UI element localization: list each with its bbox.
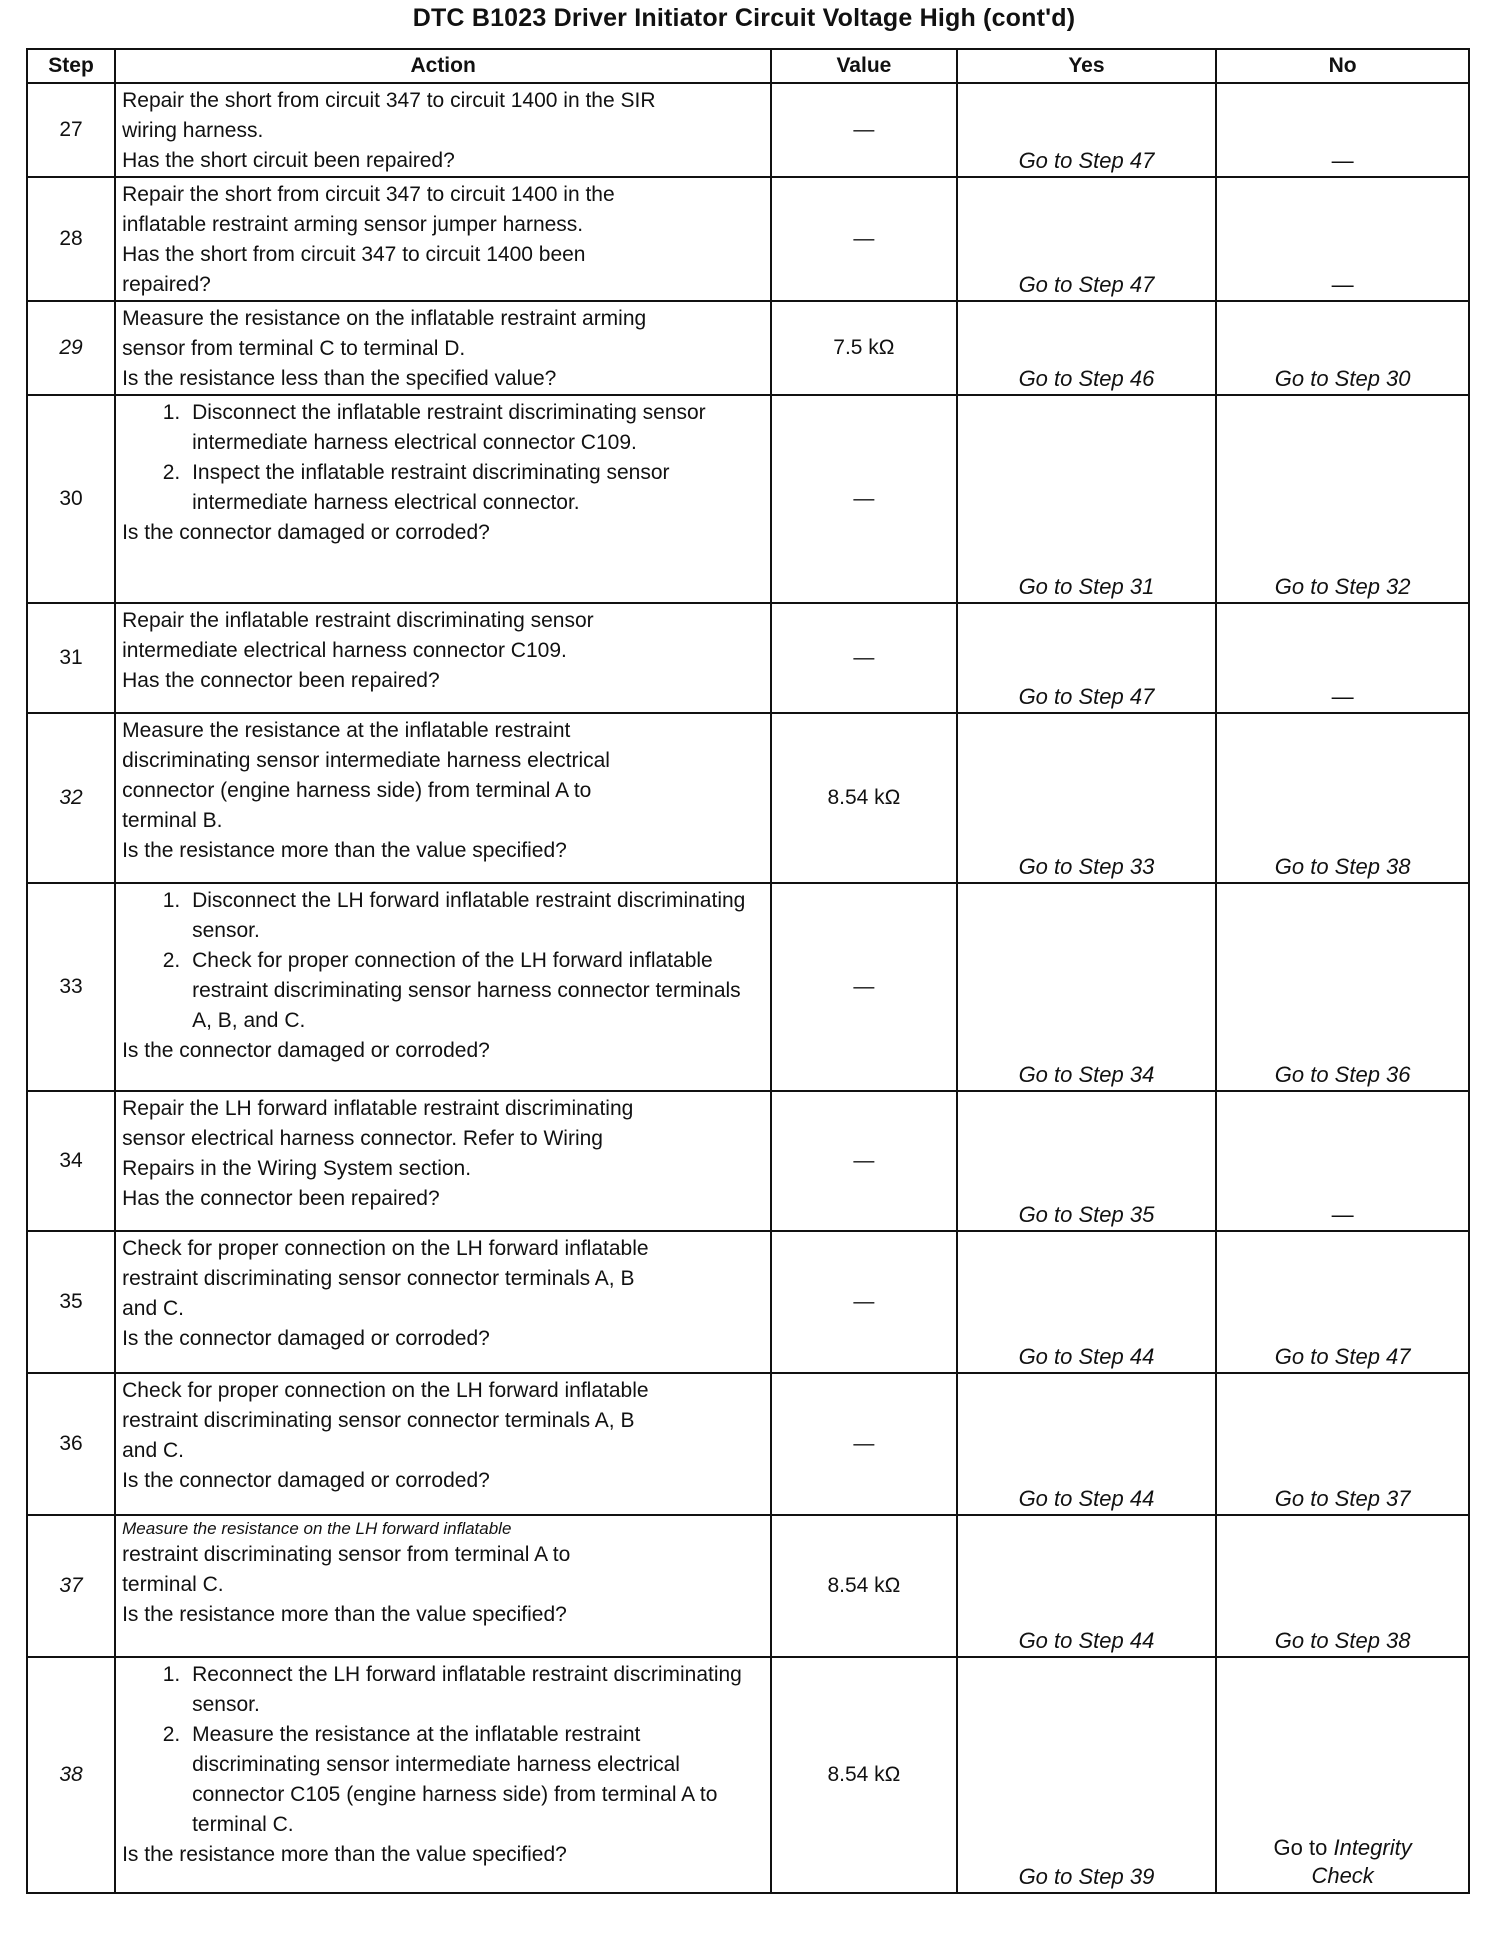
dtc-table	[26, 48, 1470, 1894]
no-cell: Go to Step 36	[1216, 883, 1469, 1091]
action-question: Has the connector been repaired?	[122, 669, 440, 692]
step-number: 34	[27, 1091, 115, 1231]
value-cell: —	[771, 1231, 956, 1373]
value-cell: 7.5 kΩ	[771, 301, 956, 395]
value-cell: —	[771, 177, 956, 301]
header-action: Action	[115, 49, 771, 83]
yes-cell: Go to Step 44	[957, 1231, 1217, 1373]
action-question: Is the resistance more than the value specified?	[122, 839, 567, 862]
action-line: wiring harness.	[122, 119, 264, 142]
action-line: sensor from terminal C to terminal D.	[122, 337, 466, 360]
action-line: inflatable restraint arming sensor jumper harness.	[122, 213, 584, 236]
action-item: 2. Check for proper connection of the LH forward inflatable restraint discriminating sensor harness connector terminals A, B, and C.	[186, 946, 762, 1036]
action-question: repaired?	[122, 273, 211, 296]
yes-cell: Go to Step 33	[957, 713, 1217, 883]
action-line: Measure the resistance on the inflatable restraint arming	[122, 307, 647, 330]
action-line: discriminating sensor intermediate harness electrical	[122, 749, 610, 772]
action-cell	[115, 395, 771, 603]
action-line: Measure the resistance at the inflatable restraint	[122, 719, 571, 742]
step-number: 33	[27, 883, 115, 1091]
action-question: Is the connector damaged or corroded?	[122, 1469, 490, 1492]
header-no: No	[1216, 49, 1469, 83]
yes-cell: Go to Step 44	[957, 1515, 1217, 1657]
yes-cell: Go to Step 46	[957, 301, 1217, 395]
action-cell	[115, 883, 771, 1091]
table-row	[27, 713, 1469, 883]
no-cell: —	[1216, 603, 1469, 713]
action-item: 2. Measure the resistance at the inflatable restraint discriminating sensor intermediate harness electrical connector C105 (engine harness side) from terminal A to terminal C.	[186, 1720, 762, 1840]
action-line: Check for proper connection on the LH forward inflatable	[122, 1379, 649, 1402]
no-cell: Go to Step 38	[1216, 1515, 1469, 1657]
action-cell	[115, 1515, 771, 1657]
action-question: Is the resistance less than the specified value?	[122, 367, 557, 390]
value-cell: —	[771, 1373, 956, 1515]
action-line: sensor electrical harness connector. Refer to Wiring	[122, 1127, 603, 1150]
action-cell	[115, 713, 771, 883]
page-title: DTC B1023 Driver Initiator Circuit Voltage High (cont'd)	[412, 4, 1076, 32]
yes-cell: Go to Step 47	[957, 83, 1217, 177]
table-row	[27, 83, 1469, 177]
action-item: 1. Disconnect the inflatable restraint discriminating sensor intermediate harness electrical connector C109.	[186, 398, 762, 458]
action-cell	[115, 1657, 771, 1893]
table-row	[27, 1231, 1469, 1373]
value-cell: —	[771, 83, 956, 177]
value-cell: —	[771, 395, 956, 603]
action-cell	[115, 301, 771, 395]
step-number: 36	[27, 1373, 115, 1515]
table-row	[27, 883, 1469, 1091]
yes-cell: Go to Step 35	[957, 1091, 1217, 1231]
no-cell: Go to Step 32	[1216, 395, 1469, 603]
integrity-check-link: Integrity	[1333, 1835, 1412, 1860]
no-line2: Check	[1311, 1863, 1374, 1888]
no-cell: Go to Step 30	[1216, 301, 1469, 395]
action-line: Repairs in the Wiring System section.	[122, 1157, 472, 1180]
action-line: terminal C.	[122, 1573, 224, 1596]
action-line: intermediate electrical harness connector C109.	[122, 639, 567, 662]
step-number: 30	[27, 395, 115, 603]
table-row	[27, 1515, 1469, 1657]
header-yes: Yes	[957, 49, 1217, 83]
action-question: Is the resistance more than the value specified?	[122, 1843, 567, 1866]
action-question: Has the short from circuit 347 to circuit 1400 been	[122, 243, 586, 266]
action-cell	[115, 1231, 771, 1373]
step-number: 31	[27, 603, 115, 713]
table-row	[27, 1091, 1469, 1231]
value-cell: —	[771, 883, 956, 1091]
action-line: Repair the short from circuit 347 to circuit 1400 in the	[122, 183, 615, 206]
action-question: Is the resistance more than the value specified?	[122, 1603, 567, 1626]
table-row	[27, 301, 1469, 395]
action-cell	[115, 1373, 771, 1515]
action-cell	[115, 177, 771, 301]
no-cell: —	[1216, 83, 1469, 177]
action-cell	[115, 83, 771, 177]
action-line: restraint discriminating sensor connector terminals A, B	[122, 1267, 635, 1290]
yes-cell: Go to Step 47	[957, 177, 1217, 301]
table-row	[27, 395, 1469, 603]
action-question: Is the connector damaged or corroded?	[122, 1039, 490, 1062]
table-row	[27, 1657, 1469, 1893]
action-cell	[115, 603, 771, 713]
step-number: 35	[27, 1231, 115, 1373]
no-cell: Go to Step 47	[1216, 1231, 1469, 1373]
no-cell: —	[1216, 1091, 1469, 1231]
table-header-row	[27, 49, 1469, 83]
value-cell: 8.54 kΩ	[771, 1657, 956, 1893]
action-cell	[115, 1091, 771, 1231]
value-cell: 8.54 kΩ	[771, 1515, 956, 1657]
action-line: terminal B.	[122, 809, 223, 832]
header-value: Value	[771, 49, 956, 83]
no-cell: Go to Step 37	[1216, 1373, 1469, 1515]
action-line: connector (engine harness side) from terminal A to	[122, 779, 592, 802]
action-line: restraint discriminating sensor from terminal A to	[122, 1543, 571, 1566]
step-number: 29	[27, 301, 115, 395]
no-cell	[1216, 1657, 1469, 1893]
table-row	[27, 603, 1469, 713]
action-line: Check for proper connection on the LH forward inflatable	[122, 1237, 649, 1260]
no-cell: Go to Step 38	[1216, 713, 1469, 883]
action-line: Repair the LH forward inflatable restraint discriminating	[122, 1097, 634, 1120]
action-item: 1. Reconnect the LH forward inflatable restraint discriminating sensor.	[186, 1660, 762, 1720]
action-line: restraint discriminating sensor connector terminals A, B	[122, 1409, 635, 1432]
no-cell: —	[1216, 177, 1469, 301]
action-item: 1. Disconnect the LH forward inflatable restraint discriminating sensor.	[186, 886, 762, 946]
action-question: Is the connector damaged or corroded?	[122, 521, 490, 544]
step-number: 32	[27, 713, 115, 883]
yes-cell: Go to Step 44	[957, 1373, 1217, 1515]
action-line: Repair the short from circuit 347 to circuit 1400 in the SIR	[122, 89, 656, 112]
table-row	[27, 177, 1469, 301]
action-question: Has the short circuit been repaired?	[122, 149, 455, 172]
action-line: Repair the inflatable restraint discriminating sensor	[122, 609, 594, 632]
action-line: and C.	[122, 1297, 184, 1320]
action-line: Measure the resistance on the LH forward inflatable	[122, 1519, 512, 1538]
step-number: 37	[27, 1515, 115, 1657]
action-item: 2. Inspect the inflatable restraint discriminating sensor intermediate harness electrical connector.	[186, 458, 762, 518]
value-cell: —	[771, 1091, 956, 1231]
action-line: and C.	[122, 1439, 184, 1462]
table-row	[27, 1373, 1469, 1515]
action-question: Is the connector damaged or corroded?	[122, 1327, 490, 1350]
yes-cell: Go to Step 31	[957, 395, 1217, 603]
yes-cell: Go to Step 39	[957, 1657, 1217, 1893]
yes-cell: Go to Step 34	[957, 883, 1217, 1091]
step-number: 28	[27, 177, 115, 301]
step-number: 27	[27, 83, 115, 177]
value-cell: —	[771, 603, 956, 713]
header-step: Step	[27, 49, 115, 83]
action-question: Has the connector been repaired?	[122, 1187, 440, 1210]
no-prefix: Go to	[1273, 1835, 1328, 1860]
yes-cell: Go to Step 47	[957, 603, 1217, 713]
step-number: 38	[27, 1657, 115, 1893]
value-cell: 8.54 kΩ	[771, 713, 956, 883]
